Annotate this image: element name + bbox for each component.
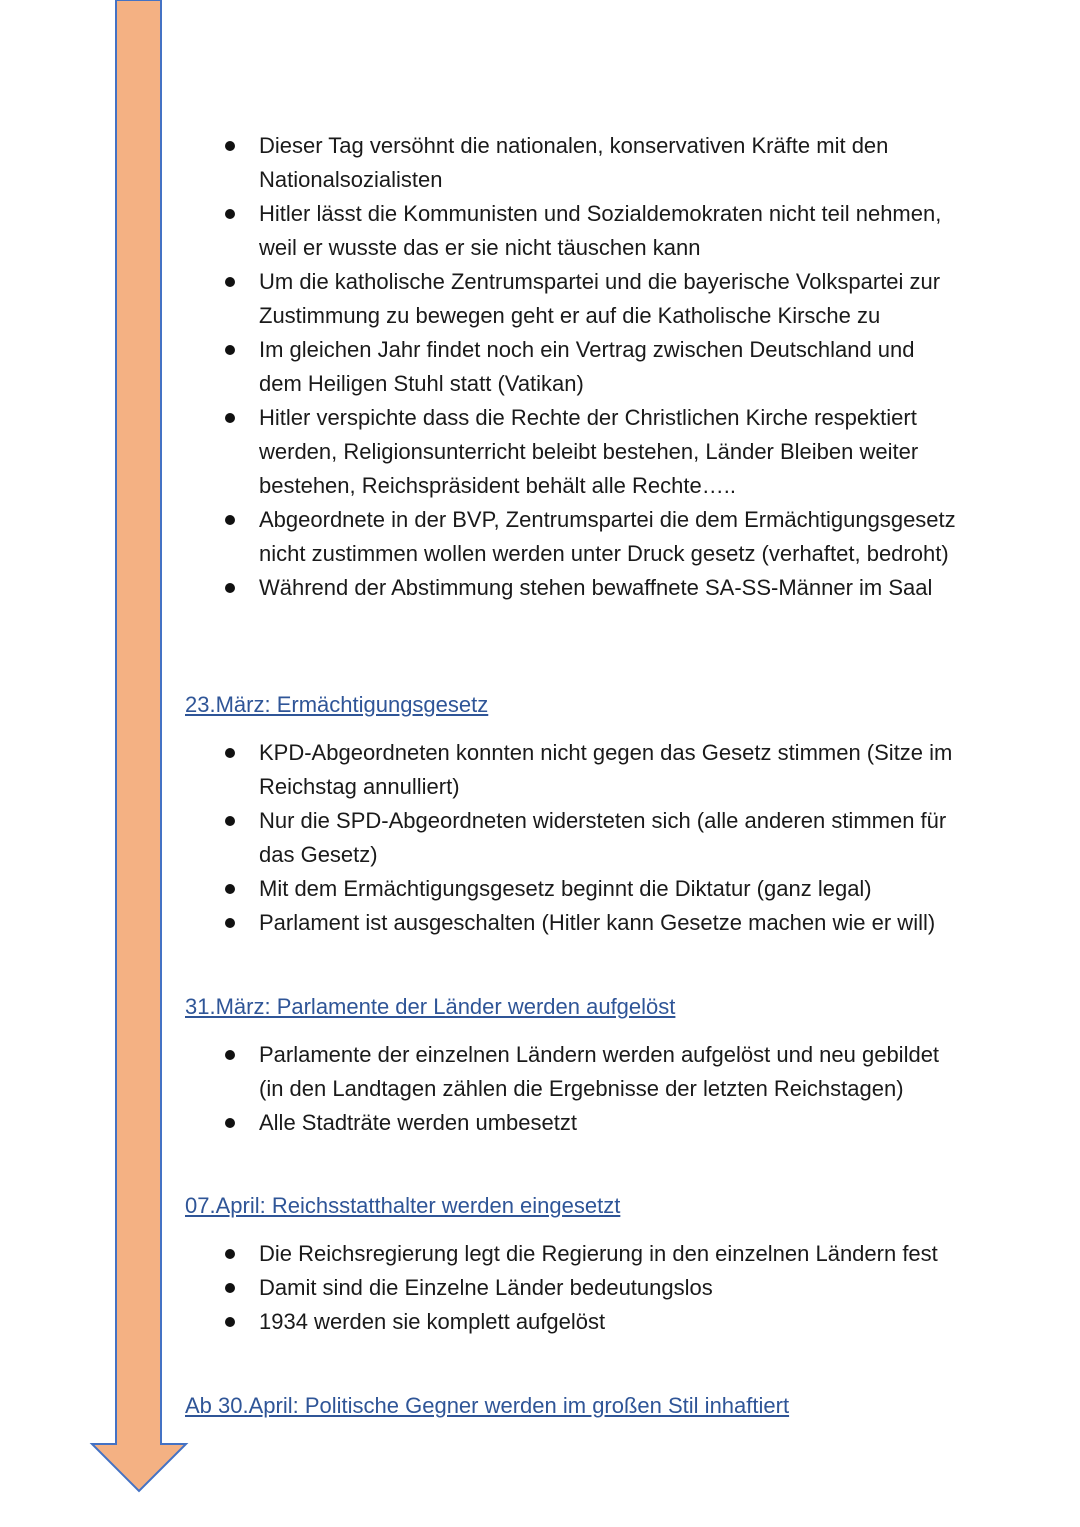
section-heading-ermaechtigungsgesetz: 23.März: Ermächtigungsgesetz (185, 692, 489, 717)
reichsstatthalter-bullet-list (222, 1237, 962, 1339)
list-item: Dieser Tag versöhnt die nationalen, konservativen Kräfte mit den Nationalsozialisten (222, 129, 962, 197)
list-item: Hitler verspichte dass die Rechte der Christlichen Kirche respektiert werden, Religionsunterricht beleibt bestehen, Länder Bleiben weiter bestehen, Reichspräsident behält alle Rechte….. (222, 401, 962, 503)
list-item: Während der Abstimmung stehen bewaffnete SA-SS-Männer im Saal (222, 571, 962, 605)
list-item: Die Reichsregierung legt die Regierung in den einzelnen Ländern fest (222, 1237, 962, 1271)
timeline-arrow (0, 0, 200, 1500)
timeline-arrow-shape (92, 0, 186, 1491)
list-item: Nur die SPD-Abgeordneten widersteten sich (alle anderen stimmen für das Gesetz) (222, 804, 962, 872)
laenderparlamente-bullet-list (222, 1038, 962, 1140)
list-item: Parlament ist ausgeschalten (Hitler kann Gesetze machen wie er will) (222, 906, 962, 940)
list-item: Damit sind die Einzelne Länder bedeutungslos (222, 1271, 962, 1305)
list-item: Abgeordnete in der BVP, Zentrumspartei die dem Ermächtigungsgesetz nicht zustimmen wollen werden unter Druck gesetz (verhaftet, bedroht) (222, 503, 962, 571)
list-item: 1934 werden sie komplett aufgelöst (222, 1305, 962, 1339)
list-item: Mit dem Ermächtigungsgesetz beginnt die Diktatur (ganz legal) (222, 872, 962, 906)
list-item: Parlamente der einzelnen Ländern werden aufgelöst und neu gebildet (in den Landtagen zählen die Ergebnisse der letzten Reichstagen) (222, 1038, 962, 1106)
list-item: Um die katholische Zentrumspartei und die bayerische Volkspartei zur Zustimmung zu bewegen geht er auf die Katholische Kirsche zu (222, 265, 962, 333)
section-heading-laenderparlamente: 31.März: Parlamente der Länder werden aufgelöst (185, 994, 676, 1019)
list-item: Hitler lässt die Kommunisten und Sozialdemokraten nicht teil nehmen, weil er wusste das er sie nicht täuschen kann (222, 197, 962, 265)
list-item: KPD-Abgeordneten konnten nicht gegen das Gesetz stimmen (Sitze im Reichstag annulliert) (222, 736, 962, 804)
section-heading-politische-gegner: Ab 30.April: Politische Gegner werden im großen Stil inhaftiert (185, 1393, 790, 1418)
section-heading-reichsstatthalter: 07.April: Reichsstatthalter werden eingesetzt (185, 1193, 621, 1218)
ermaechtigungsgesetz-bullet-list (222, 736, 962, 940)
list-item: Alle Stadträte werden umbesetzt (222, 1106, 962, 1140)
intro-bullet-list (222, 129, 962, 605)
list-item: Im gleichen Jahr findet noch ein Vertrag zwischen Deutschland und dem Heiligen Stuhl statt (Vatikan) (222, 333, 962, 401)
